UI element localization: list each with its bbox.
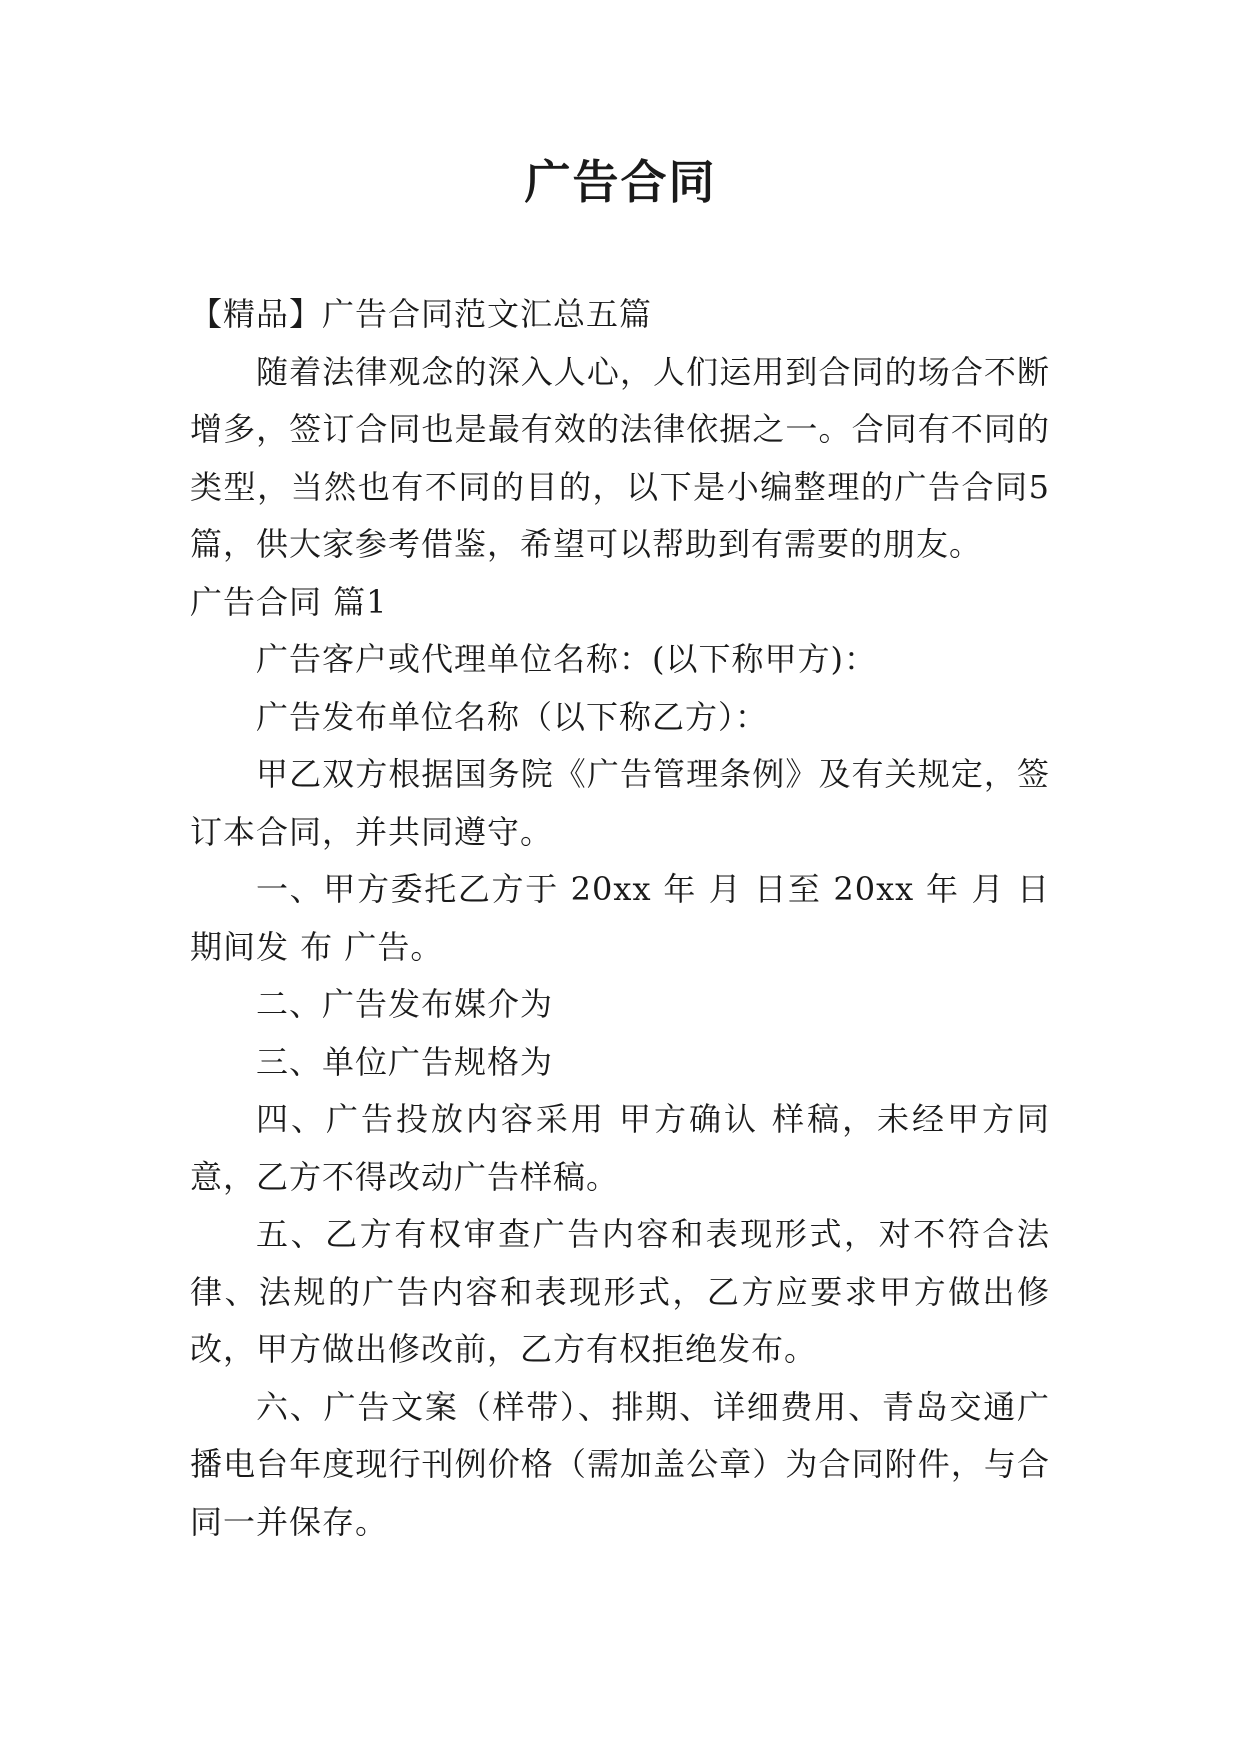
document-body [190, 286, 1050, 1551]
clause-6: 六、广告文案（样带）、排期、详细费用、青岛交通广播电台年度现行刊例价格（需加盖公章）为合同附件，与合同一并保存。 [190, 1387, 1050, 1541]
document-subtitle: 【精品】广告合同范文汇总五篇 [190, 295, 653, 333]
clause-4: 四、广告投放内容采用 甲方确认 样稿，未经甲方同意，乙方不得改动广告样稿。 [190, 1100, 1050, 1196]
intro-paragraph: 随着法律观念的深入人心，人们运用到合同的场合不断增多，签订合同也是最有效的法律依据之一。合同有不同的类型，当然也有不同的目的，以下是小编整理的广告合同5篇，供大家参考借鉴，希望可以帮助到有需要的朋友。 [190, 352, 1050, 563]
clause-5: 五、乙方有权审查广告内容和表现形式，对不符合法律、法规的广告内容和表现形式，乙方应要求甲方做出修改，甲方做出修改前，乙方有权拒绝发布。 [190, 1215, 1050, 1368]
paragraph-party-b: 广告发布单位名称（以下称乙方）： [256, 697, 769, 736]
paragraph-agreement: 甲乙双方根据国务院《广告管理条例》及有关规定，签订本合同，并共同遵守。 [190, 755, 1050, 851]
clause-2: 二、广告发布媒介为 [256, 985, 554, 1023]
document-title: 广告合同 [524, 155, 717, 209]
section-heading: 广告合同 篇1 [190, 582, 388, 621]
clause-3: 三、单位广告规格为 [256, 1042, 554, 1081]
clause-1: 一、甲方委托乙方于 20xx 年 月 日至 20xx 年 月 日期间发 布 广告。 [190, 870, 1050, 966]
paragraph-party-a: 广告客户或代理单位名称：(以下称甲方)： [256, 640, 877, 678]
